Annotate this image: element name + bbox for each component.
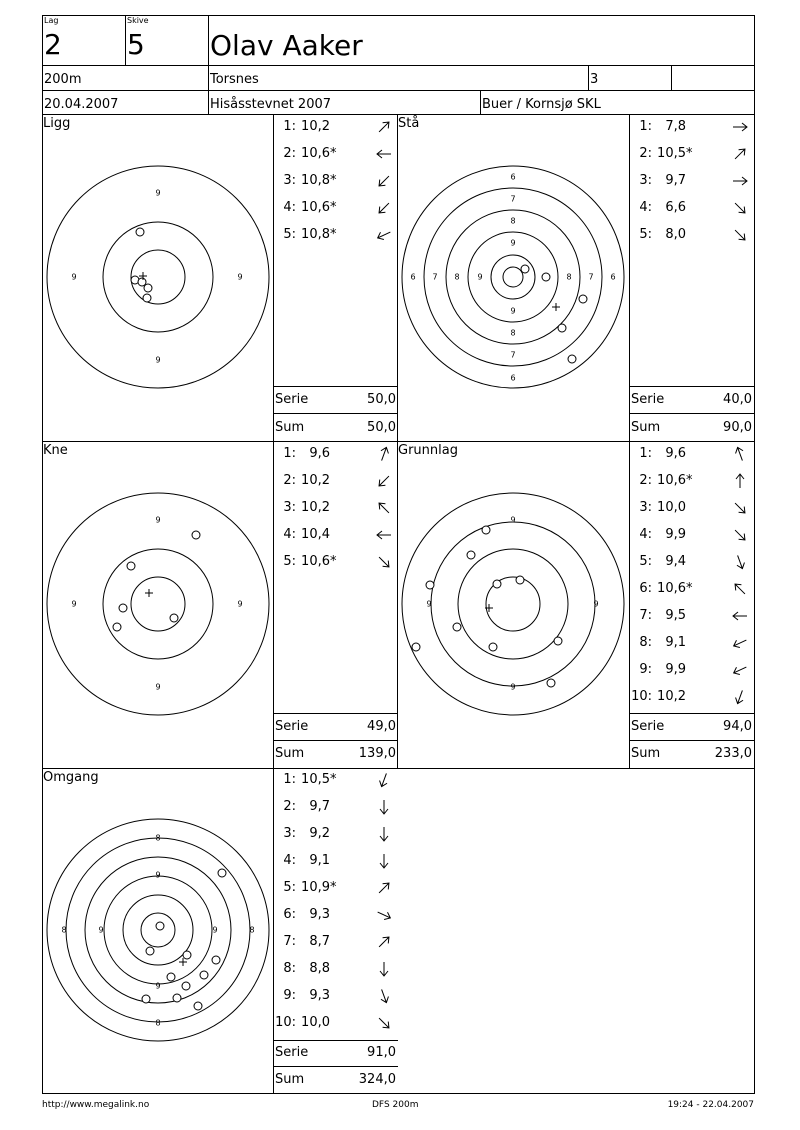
shot-value: 10,6: [301, 554, 330, 569]
target-ring: [103, 222, 213, 332]
shot-number: 3:: [283, 173, 296, 188]
shot-hole: [516, 576, 524, 584]
ring-number: 9: [510, 515, 516, 525]
sum-value: 324,0: [358, 1072, 396, 1087]
inner-ten-mark: *: [330, 554, 337, 569]
serie-label: Serie: [275, 1045, 309, 1060]
shot-value: 10,6: [657, 581, 686, 596]
ring-number: 6: [610, 272, 616, 282]
shot-hole: [467, 551, 475, 559]
shot-hole: [144, 284, 152, 292]
shot-hole: [138, 278, 146, 286]
shot-hole: [182, 982, 190, 990]
serie-label: Serie: [631, 392, 665, 407]
ring-number: 9: [510, 238, 516, 248]
ring-number: 9: [155, 682, 161, 692]
ring-number: 6: [410, 272, 416, 282]
sum-label: Sum: [275, 746, 305, 761]
shot-value: 9,5: [665, 608, 686, 623]
ring-number: 9: [510, 682, 516, 692]
ring-number: 8: [61, 925, 67, 935]
shot-value: 10,9: [301, 880, 330, 895]
serie-label: Serie: [631, 719, 665, 734]
target-ring: [103, 549, 213, 659]
shot-hole: [554, 637, 562, 645]
shot-value: 10,6: [657, 473, 686, 488]
shot-hole: [489, 643, 497, 651]
ring-number: 9: [71, 599, 77, 609]
shot-value: 9,9: [665, 662, 686, 677]
event-name: Hisåsstevnet 2007: [210, 97, 332, 112]
section-label-ligg: Ligg: [43, 116, 71, 131]
shot-hole: [170, 614, 178, 622]
ring-number: 9: [477, 272, 483, 282]
ring-number: 9: [237, 599, 243, 609]
club: Buer / Kornsjø SKL: [482, 97, 601, 112]
shot-hole: [167, 973, 175, 981]
serie-label: Serie: [275, 392, 309, 407]
shot-number: 1:: [283, 772, 296, 787]
shot-number: 8:: [639, 635, 652, 650]
shot-hole: [143, 294, 151, 302]
shot-number: 1:: [283, 119, 296, 134]
ring-number: 9: [71, 272, 77, 282]
shot-hole: [192, 531, 200, 539]
ring-number: 6: [510, 172, 516, 182]
shot-number: 4:: [283, 853, 296, 868]
section-label-omgang: Omgang: [43, 770, 99, 785]
shot-value: 10,6: [301, 146, 330, 161]
sum-value: 90,0: [723, 420, 752, 435]
section-label-kne: Kne: [43, 443, 68, 458]
ring-number: 8: [510, 328, 516, 338]
shot-value: 10,4: [301, 527, 330, 542]
shot-number: 7:: [639, 608, 652, 623]
ring-number: 7: [432, 272, 438, 282]
distance: 200m: [44, 72, 82, 87]
ring-number: 9: [155, 981, 161, 991]
shot-value: 9,6: [309, 446, 330, 461]
shot-number: 4:: [283, 527, 296, 542]
shot-number: 7:: [283, 934, 296, 949]
serie-value: 50,0: [367, 392, 396, 407]
ring-number: 8: [454, 272, 460, 282]
ring-number: 9: [212, 925, 218, 935]
shot-number: 8:: [283, 961, 296, 976]
shot-number: 5:: [283, 227, 296, 242]
serie-value: 49,0: [367, 719, 396, 734]
sum-value: 233,0: [714, 746, 752, 761]
shot-number: 5:: [639, 227, 652, 242]
inner-ten-mark: *: [330, 200, 337, 215]
shot-value: 8,7: [309, 934, 330, 949]
mean-point-cross: [552, 303, 560, 311]
shot-number: 5:: [639, 554, 652, 569]
shot-value: 10,0: [657, 500, 686, 515]
inner-ten-mark: *: [330, 772, 337, 787]
target-ring: [131, 577, 185, 631]
serie-value: 40,0: [723, 392, 752, 407]
shot-number: 1:: [639, 446, 652, 461]
shot-number: 5:: [283, 554, 296, 569]
sum-label: Sum: [275, 1072, 305, 1087]
shot-hole: [127, 562, 135, 570]
ring-number: 8: [155, 833, 161, 843]
shot-value: 10,2: [657, 689, 686, 704]
shot-value: 9,1: [309, 853, 330, 868]
shot-number: 6:: [639, 581, 652, 596]
shot-number: 1:: [283, 446, 296, 461]
target-ring: [431, 522, 595, 686]
target-ring: [503, 267, 523, 287]
ring-number: 9: [593, 599, 599, 609]
target-ring: [446, 210, 580, 344]
shot-value: 9,2: [309, 826, 330, 841]
class: 3: [590, 72, 599, 87]
shot-number: 2:: [283, 799, 296, 814]
footer-url[interactable]: http://www.megalink.no: [42, 1100, 150, 1110]
shot-hole: [493, 580, 501, 588]
shot-hole: [579, 295, 587, 303]
shot-value: 9,6: [665, 446, 686, 461]
shot-hole: [218, 869, 226, 877]
shot-hole: [194, 1002, 202, 1010]
ring-number: 8: [249, 925, 255, 935]
shot-hole: [183, 951, 191, 959]
shot-hole: [482, 526, 490, 534]
inner-ten-mark: *: [686, 581, 693, 596]
ring-number: 8: [510, 216, 516, 226]
lag-label: Lag: [44, 16, 59, 25]
shot-value: 7,8: [665, 119, 686, 134]
shot-number: 2:: [639, 146, 652, 161]
shot-number: 3:: [283, 826, 296, 841]
shot-hole: [521, 265, 529, 273]
shot-value: 9,7: [309, 799, 330, 814]
shot-hole: [547, 679, 555, 687]
ring-number: 9: [237, 272, 243, 282]
shot-number: 4:: [639, 527, 652, 542]
shot-hole: [156, 922, 164, 930]
shot-number: 2:: [283, 146, 296, 161]
ring-number: 7: [510, 194, 516, 204]
mean-point-cross: [145, 589, 153, 597]
shot-value: 10,8: [301, 173, 330, 188]
sum-label: Sum: [631, 746, 661, 761]
shot-hole: [146, 947, 154, 955]
ring-number: 6: [510, 373, 516, 383]
shot-hole: [200, 971, 208, 979]
shot-value: 9,3: [309, 907, 330, 922]
shot-hole: [119, 604, 127, 612]
shot-value: 10,2: [301, 500, 330, 515]
target-ring: [458, 549, 568, 659]
ring-number: 8: [155, 1018, 161, 1028]
skive-number: 5: [127, 28, 145, 61]
lag-number: 2: [44, 28, 62, 61]
shot-hole: [568, 355, 576, 363]
target-ring: [491, 255, 535, 299]
inner-ten-mark: *: [330, 227, 337, 242]
shot-value: 10,2: [301, 473, 330, 488]
shot-value: 8,8: [309, 961, 330, 976]
shot-number: 3:: [639, 173, 652, 188]
ring-number: 8: [566, 272, 572, 282]
shot-value: 9,9: [665, 527, 686, 542]
footer-timestamp: 19:24 - 22.04.2007: [667, 1100, 754, 1110]
ring-number: 7: [510, 350, 516, 360]
shot-number: 4:: [639, 200, 652, 215]
serie-label: Serie: [275, 719, 309, 734]
serie-value: 91,0: [367, 1045, 396, 1060]
shot-value: 8,0: [665, 227, 686, 242]
sum-label: Sum: [275, 420, 305, 435]
shot-number: 6:: [283, 907, 296, 922]
section-label-grunnlag: Grunnlag: [398, 443, 458, 458]
ring-number: 9: [510, 306, 516, 316]
ring-number: 9: [155, 355, 161, 365]
shot-number: 9:: [283, 988, 296, 1003]
shot-number: 3:: [283, 500, 296, 515]
footer-discipline: DFS 200m: [372, 1100, 419, 1110]
inner-ten-mark: *: [330, 880, 337, 895]
shot-value: 10,0: [301, 1015, 330, 1030]
shot-value: 6,6: [665, 200, 686, 215]
skive-label: Skive: [127, 16, 149, 25]
shot-number: 10:: [631, 689, 652, 704]
ring-number: 9: [98, 925, 104, 935]
shot-hole: [412, 643, 420, 651]
ring-number: 9: [155, 515, 161, 525]
target-ring: [131, 250, 185, 304]
shot-number: 10:: [275, 1015, 296, 1030]
shot-hole: [173, 994, 181, 1002]
shot-value: 10,2: [301, 119, 330, 134]
ring-number: 9: [155, 188, 161, 198]
shot-hole: [142, 995, 150, 1003]
shot-number: 4:: [283, 200, 296, 215]
section-label-sta: Stå: [398, 116, 420, 131]
shot-number: 9:: [639, 662, 652, 677]
shot-hole: [426, 581, 434, 589]
sum-label: Sum: [631, 420, 661, 435]
date: 20.04.2007: [44, 97, 119, 112]
inner-ten-mark: *: [686, 146, 693, 161]
shot-hole: [136, 228, 144, 236]
target-ring: [424, 188, 602, 366]
shot-hole: [453, 623, 461, 631]
inner-ten-mark: *: [686, 473, 693, 488]
shot-hole: [113, 623, 121, 631]
shot-value: 9,3: [309, 988, 330, 1003]
shot-number: 5:: [283, 880, 296, 895]
shot-hole: [558, 324, 566, 332]
shooter-name: Olav Aaker: [210, 29, 363, 62]
ring-number: 7: [588, 272, 594, 282]
shot-value: 10,6: [301, 200, 330, 215]
ring-number: 9: [426, 599, 432, 609]
location: Torsnes: [210, 72, 259, 87]
shot-value: 9,1: [665, 635, 686, 650]
shot-value: 10,8: [301, 227, 330, 242]
ring-number: 9: [155, 870, 161, 880]
sum-value: 139,0: [358, 746, 396, 761]
shot-number: 2:: [283, 473, 296, 488]
shot-value: 10,5: [657, 146, 686, 161]
serie-value: 94,0: [723, 719, 752, 734]
shot-value: 9,7: [665, 173, 686, 188]
inner-ten-mark: *: [330, 146, 337, 161]
shot-hole: [212, 956, 220, 964]
shot-number: 3:: [639, 500, 652, 515]
sum-value: 50,0: [367, 420, 396, 435]
shot-value: 10,5: [301, 772, 330, 787]
shot-hole: [542, 273, 550, 281]
shot-number: 2:: [639, 473, 652, 488]
shot-value: 9,4: [665, 554, 686, 569]
inner-ten-mark: *: [330, 173, 337, 188]
shot-number: 1:: [639, 119, 652, 134]
